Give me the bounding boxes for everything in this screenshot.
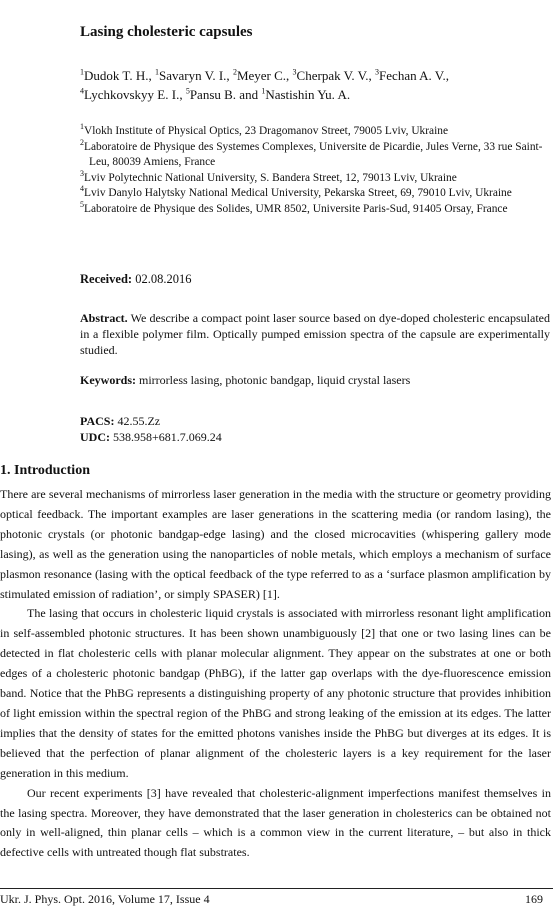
footer-divider [0,888,553,889]
author-affil-index: 1 [261,86,266,96]
abstract-label: Abstract. [80,311,128,325]
author-name: Cherpak V. V., [296,68,376,83]
paragraph: There are several mechanisms of mirrorless laser generation in the media with the structure or geometry providing optical feedback. The important examples are laser generations in the scattering media (or random lasing), the photonic crystals (or photonic bandgap-edge lasing) and the closed microcavities (whispering gallery mode lasing), as well as the generation using the nanoparticles of noble metals, which employs a mechanism of surface plasmon resonance (lasing with the optical feedback of the type referred to as a ‘surface plasmon amplification by stimulated emission of radiation’, or simply SPASER) [1]. [0,487,551,601]
keywords-label: Keywords: [80,373,136,387]
author-line-2 [80,85,550,104]
affiliation-index: 5 [80,200,84,210]
affiliation-index: 2 [80,137,84,147]
udc-code [80,429,222,445]
affiliation [80,202,550,218]
udc-value: 538.958+681.7.069.24 [110,430,222,444]
author-affil-index: 1 [80,67,84,77]
keywords [80,373,550,388]
pacs-value: 42.55.Zz [114,414,161,428]
affiliation [80,124,550,140]
affiliation [80,137,550,171]
affiliation-index: 3 [80,168,84,178]
author-affil-index: 2 [232,67,237,77]
classification-codes [80,413,222,445]
author-name: Lychkovskyy E. I., [84,87,186,102]
received-value: 02.08.2016 [132,272,192,286]
abstract-text: We describe a compact point laser source based on dye-doped cholesteric encapsulated in a flexible polymer film. Optically pumped emission spectra of the capsule are experimentally studied. [80,311,550,358]
abstract [80,310,550,359]
pacs-label: PACS: [80,414,115,428]
paragraph: The lasing that occurs in cholesteric liquid crystals is associated with mirrorless resonant light amplification in self-assembled photonic structures. It has been shown unambiguously [2] that one or two lasing lines can be detected in flat cholesteric cells with planar molecular alignment. They appear on the substrates at one or both edges of a cholesteric photonic bandgap (PhBG), if the latter gap overlaps with the dye-fluorescence emission band. Notice that the PhBG represents a distinguishing property of any photonic structure that provides inhibition of light emission within the spectral region of the PhBG and strong leaking of the emission at its edges. The latter implies that the density of states for the emitted photons vanishes inside the PhBG but diverges at its edges. It is believed that the perfection of planar alignment of the cholesteric layers is a key requirement for the laser generation in this medium. [0,606,551,780]
affiliation-text: Lviv Polytechnic National University, S. Bandera Street, 12, 79013 Lviv, Ukraine [84,171,457,184]
received-label: Received: [80,272,133,286]
pacs-code [80,413,222,429]
author-affil-index: 5 [185,86,190,96]
affiliation-text: Laboratoire de Physique des Systemes Complexes, Universite de Picardie, Jules Verne, 33 rue Saint-Leu, 80039 Amiens, France [84,140,543,169]
author-name: Pansu B. and [189,87,262,102]
page-number: 169 [525,892,543,906]
section-heading: 1. Introduction [0,463,90,478]
affiliation-index: 1 [80,122,84,132]
affiliation-list [80,124,550,218]
keywords-text: mirrorless lasing, photonic bandgap, liquid crystal lasers [136,373,411,387]
author-name: Fechan A. V., [379,68,449,83]
affiliation-text: Lviv Danylo Halytsky National Medical University, Pekarska Street, 69, 79010 Lviv, Ukraine [84,187,512,200]
udc-label: UDC: [80,430,110,444]
author-name: Dudok T. H., [84,68,156,83]
received-date [80,272,191,287]
author-name: Meyer C., [236,68,293,83]
author-affil-index: 3 [375,67,380,77]
author-list [80,66,550,104]
author-affil-index: 3 [292,67,297,77]
paragraph: Our recent experiments [3] have revealed that cholesteric-alignment imperfections manifest themselves in the lasing spectra. Moreover, they have demonstrated that the laser generation in cholesterics can be obtained not only in well-aligned, thin planar cells – which is a common view in the current literature, – but also in thick defective cells with untreated though flat substrates. [0,785,551,860]
affiliation [80,186,550,202]
author-affil-index: 1 [155,67,160,77]
page-footer [0,892,553,907]
author-line-1 [80,66,550,85]
author-affil-index: 4 [80,86,84,96]
body-text [0,485,551,863]
journal-citation: Ukr. J. Phys. Opt. 2016, Volume 17, Issue 4 [0,892,210,906]
author-name: Nastishin Yu. A. [265,87,351,102]
affiliation [80,168,550,187]
affiliation-index: 4 [80,184,84,194]
affiliation-text: Laboratoire de Physique des Solides, UMR 8502, Universite Paris-Sud, 91405 Orsay, France [84,202,508,215]
author-name: Savaryn V. I., [159,68,233,83]
affiliation-text: Vlokh Institute of Physical Optics, 23 Dragomanov Street, 79005 Lviv, Ukraine [84,125,449,137]
paper-title: Lasing cholesteric capsules [80,24,253,40]
